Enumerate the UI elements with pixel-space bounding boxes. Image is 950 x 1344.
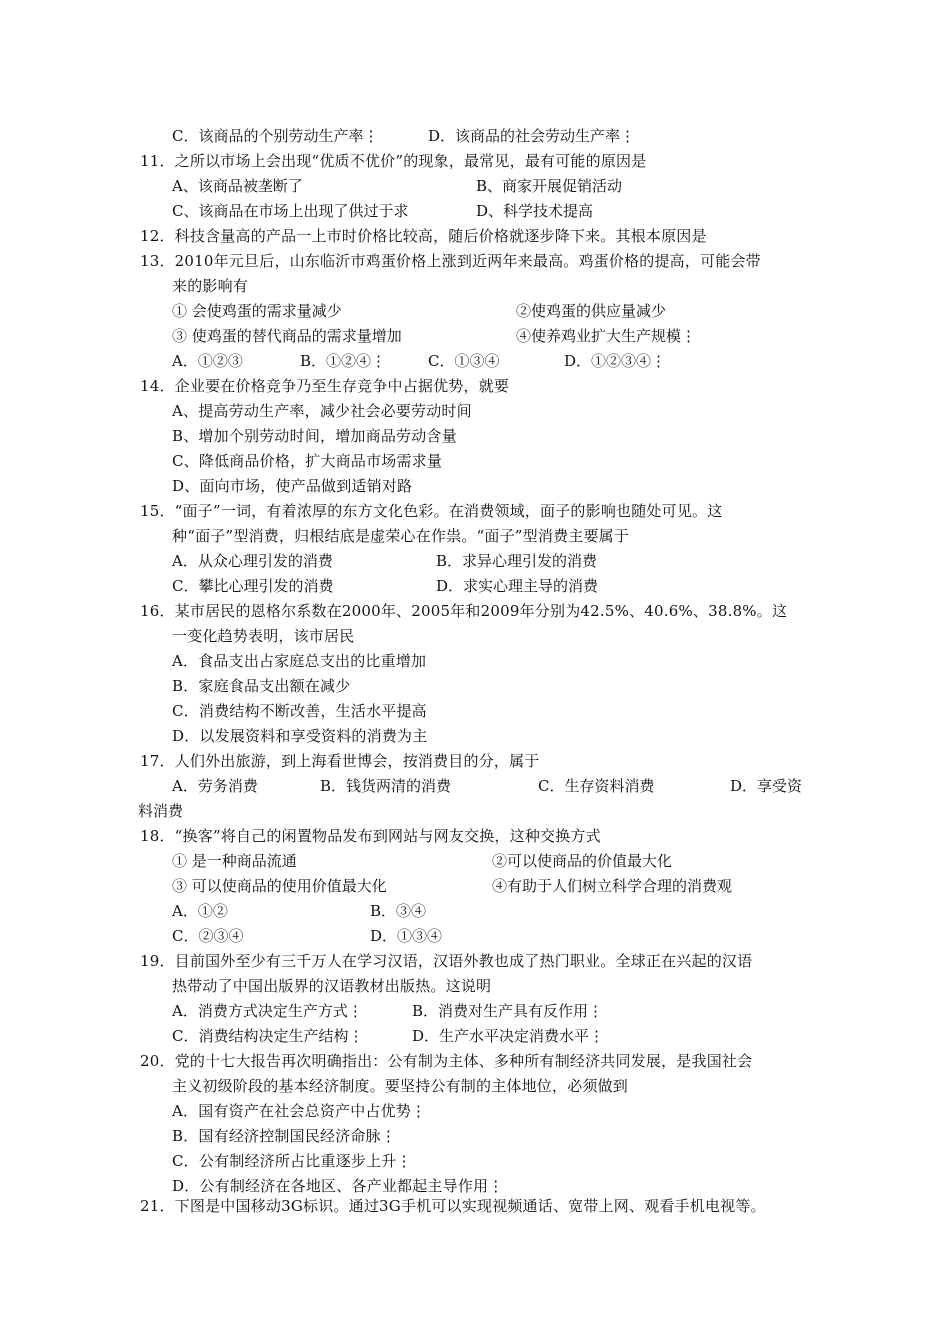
q13-option-c: C．①③④ — [428, 352, 500, 370]
q13-option-d: D．①②③④⋮ — [564, 352, 667, 370]
q13-statement-4: ④使养鸡业扩大生产规模⋮ — [516, 327, 697, 345]
q17-stem: 17．人们外出旅游，到上海看世博会，按消费目的分，属于 — [140, 752, 540, 770]
q19-option-b: B．消费对生产具有反作用⋮ — [412, 1002, 604, 1020]
q11-option-d: D、科学技术提高 — [476, 202, 594, 220]
q19-option-c: C．消费结构决定生产结构⋮ — [172, 1027, 364, 1045]
q12-stem: 12．科技含量高的产品一上市时价格比较高，随后价格就逐步降下来。其根本原因是 — [140, 227, 707, 245]
q18-option-a: A．①② — [172, 902, 228, 920]
q15-option-b: B．求异心理引发的消费 — [436, 552, 598, 570]
q20-stem-line1: 20．党的十七大报告再次明确指出：公有制为主体、多种所有制经济共同发展，是我国社会 — [140, 1052, 753, 1070]
q16-option-c: C．消费结构不断改善，生活水平提高 — [172, 702, 427, 720]
q13-statement-3: ③ 使鸡蛋的替代商品的需求量增加 — [172, 327, 402, 345]
q18-statement-3: ③ 可以使商品的使用价值最大化 — [172, 877, 387, 895]
q20-stem-line2: 主义初级阶段的基本经济制度。要坚持公有制的主体地位，必须做到 — [172, 1077, 629, 1095]
q19-stem-line2: 热带动了中国出版界的汉语教材出版热。这说明 — [172, 977, 492, 995]
q14-option-c: C、降低商品价格，扩大商品市场需求量 — [172, 452, 443, 470]
q19-option-a: A．消费方式决定生产方式⋮ — [172, 1002, 363, 1020]
q18-option-c: C．②③④ — [172, 927, 244, 945]
q15-option-d: D．求实心理主导的消费 — [436, 577, 599, 595]
q13-statement-1: ① 会使鸡蛋的需求量减少 — [172, 302, 342, 320]
q15-option-c: C．攀比心理引发的消费 — [172, 577, 334, 595]
q10-option-d: D．该商品的社会劳动生产率⋮ — [428, 127, 636, 145]
q17-option-c: C．生存资料消费 — [538, 777, 655, 795]
q17-option-a: A．劳务消费 — [172, 777, 258, 795]
q17-option-d-part1: D．享受资 — [730, 777, 803, 795]
q18-statement-1: ① 是一种商品流通 — [172, 852, 297, 870]
q20-option-a: A．国有资产在社会总资产中占优势⋮ — [172, 1102, 427, 1120]
q18-stem: 18．“换客”将自己的闲置物品发布到网站与网友交换，这种交换方式 — [140, 827, 601, 845]
q11-option-b: B、商家开展促销活动 — [476, 177, 623, 195]
q11-option-a: A、该商品被垄断了 — [172, 177, 303, 195]
q17-option-d-part2: 料消费 — [138, 802, 184, 820]
q16-stem-line2: 一变化趋势表明，该市居民 — [172, 627, 355, 645]
q11-stem: 11．之所以市场上会出现“优质不优价”的现象，最常见，最有可能的原因是 — [140, 152, 647, 170]
q15-stem-line1: 15．“面子”一词，有着浓厚的东方文化色彩。在消费领域，面子的影响也随处可见。这 — [140, 502, 723, 520]
q13-option-a: A．①②③ — [172, 352, 243, 370]
q18-statement-4: ④有助于人们树立科学合理的消费观 — [492, 877, 733, 895]
q10-option-c: C．该商品的个别劳动生产率⋮ — [172, 127, 379, 145]
q13-option-b: B．①②④⋮ — [300, 352, 387, 370]
q20-option-d: D．公有制经济在各地区、各产业都起主导作用⋮ — [172, 1177, 504, 1195]
q14-stem: 14．企业要在价格竞争乃至生存竞争中占据优势，就要 — [140, 377, 510, 395]
q11-option-c: C、该商品在市场上出现了供过于求 — [172, 202, 409, 220]
q19-option-d: D．生产水平决定消费水平⋮ — [412, 1027, 605, 1045]
q14-option-b: B、增加个别劳动时间，增加商品劳动含量 — [172, 427, 457, 445]
q14-option-d: D、面向市场，使产品做到适销对路 — [172, 477, 413, 495]
q13-stem-line1: 13．2010年元旦后，山东临沂市鸡蛋价格上涨到近两年来最高。鸡蛋价格的提高，可能会带 — [140, 252, 761, 270]
q16-option-d: D．以发展资料和享受资料的消费为主 — [172, 727, 428, 745]
q20-option-b: B．国有经济控制国民经济命脉⋮ — [172, 1127, 397, 1145]
q19-stem-line1: 19．目前国外至少有三千万人在学习汉语，汉语外教也成了热门职业。全球正在兴起的汉语 — [140, 952, 753, 970]
q13-stem-line2: 来的影响有 — [172, 277, 249, 295]
q15-stem-line2: 种“面子”型消费，归根结底是虚荣心在作祟。“面子”型消费主要属于 — [172, 527, 630, 545]
q16-stem-line1: 16．某市居民的恩格尔系数在2000年、2005年和2009年分别为42.5%、40.6%、38.8%。这 — [140, 602, 788, 620]
q14-option-a: A、提高劳动生产率，减少社会必要劳动时间 — [172, 402, 472, 420]
q18-option-b: B．③④ — [370, 902, 427, 920]
q17-option-b: B．钱货两清的消费 — [320, 777, 452, 795]
q21-stem: 21．下图是中国移动3G标识。通过3G手机可以实现视频通话、宽带上网、观看手机电视等。 — [140, 1197, 766, 1215]
q18-statement-2: ②可以使商品的价值最大化 — [492, 852, 673, 870]
q13-statement-2: ②使鸡蛋的供应量减少 — [516, 302, 667, 320]
q16-option-a: A．食品支出占家庭总支出的比重增加 — [172, 652, 427, 670]
q18-option-d: D．①③④ — [370, 927, 443, 945]
q16-option-b: B．家庭食品支出额在减少 — [172, 677, 351, 695]
q15-option-a: A．从众心理引发的消费 — [172, 552, 333, 570]
q20-option-c: C．公有制经济所占比重逐步上升⋮ — [172, 1152, 412, 1170]
